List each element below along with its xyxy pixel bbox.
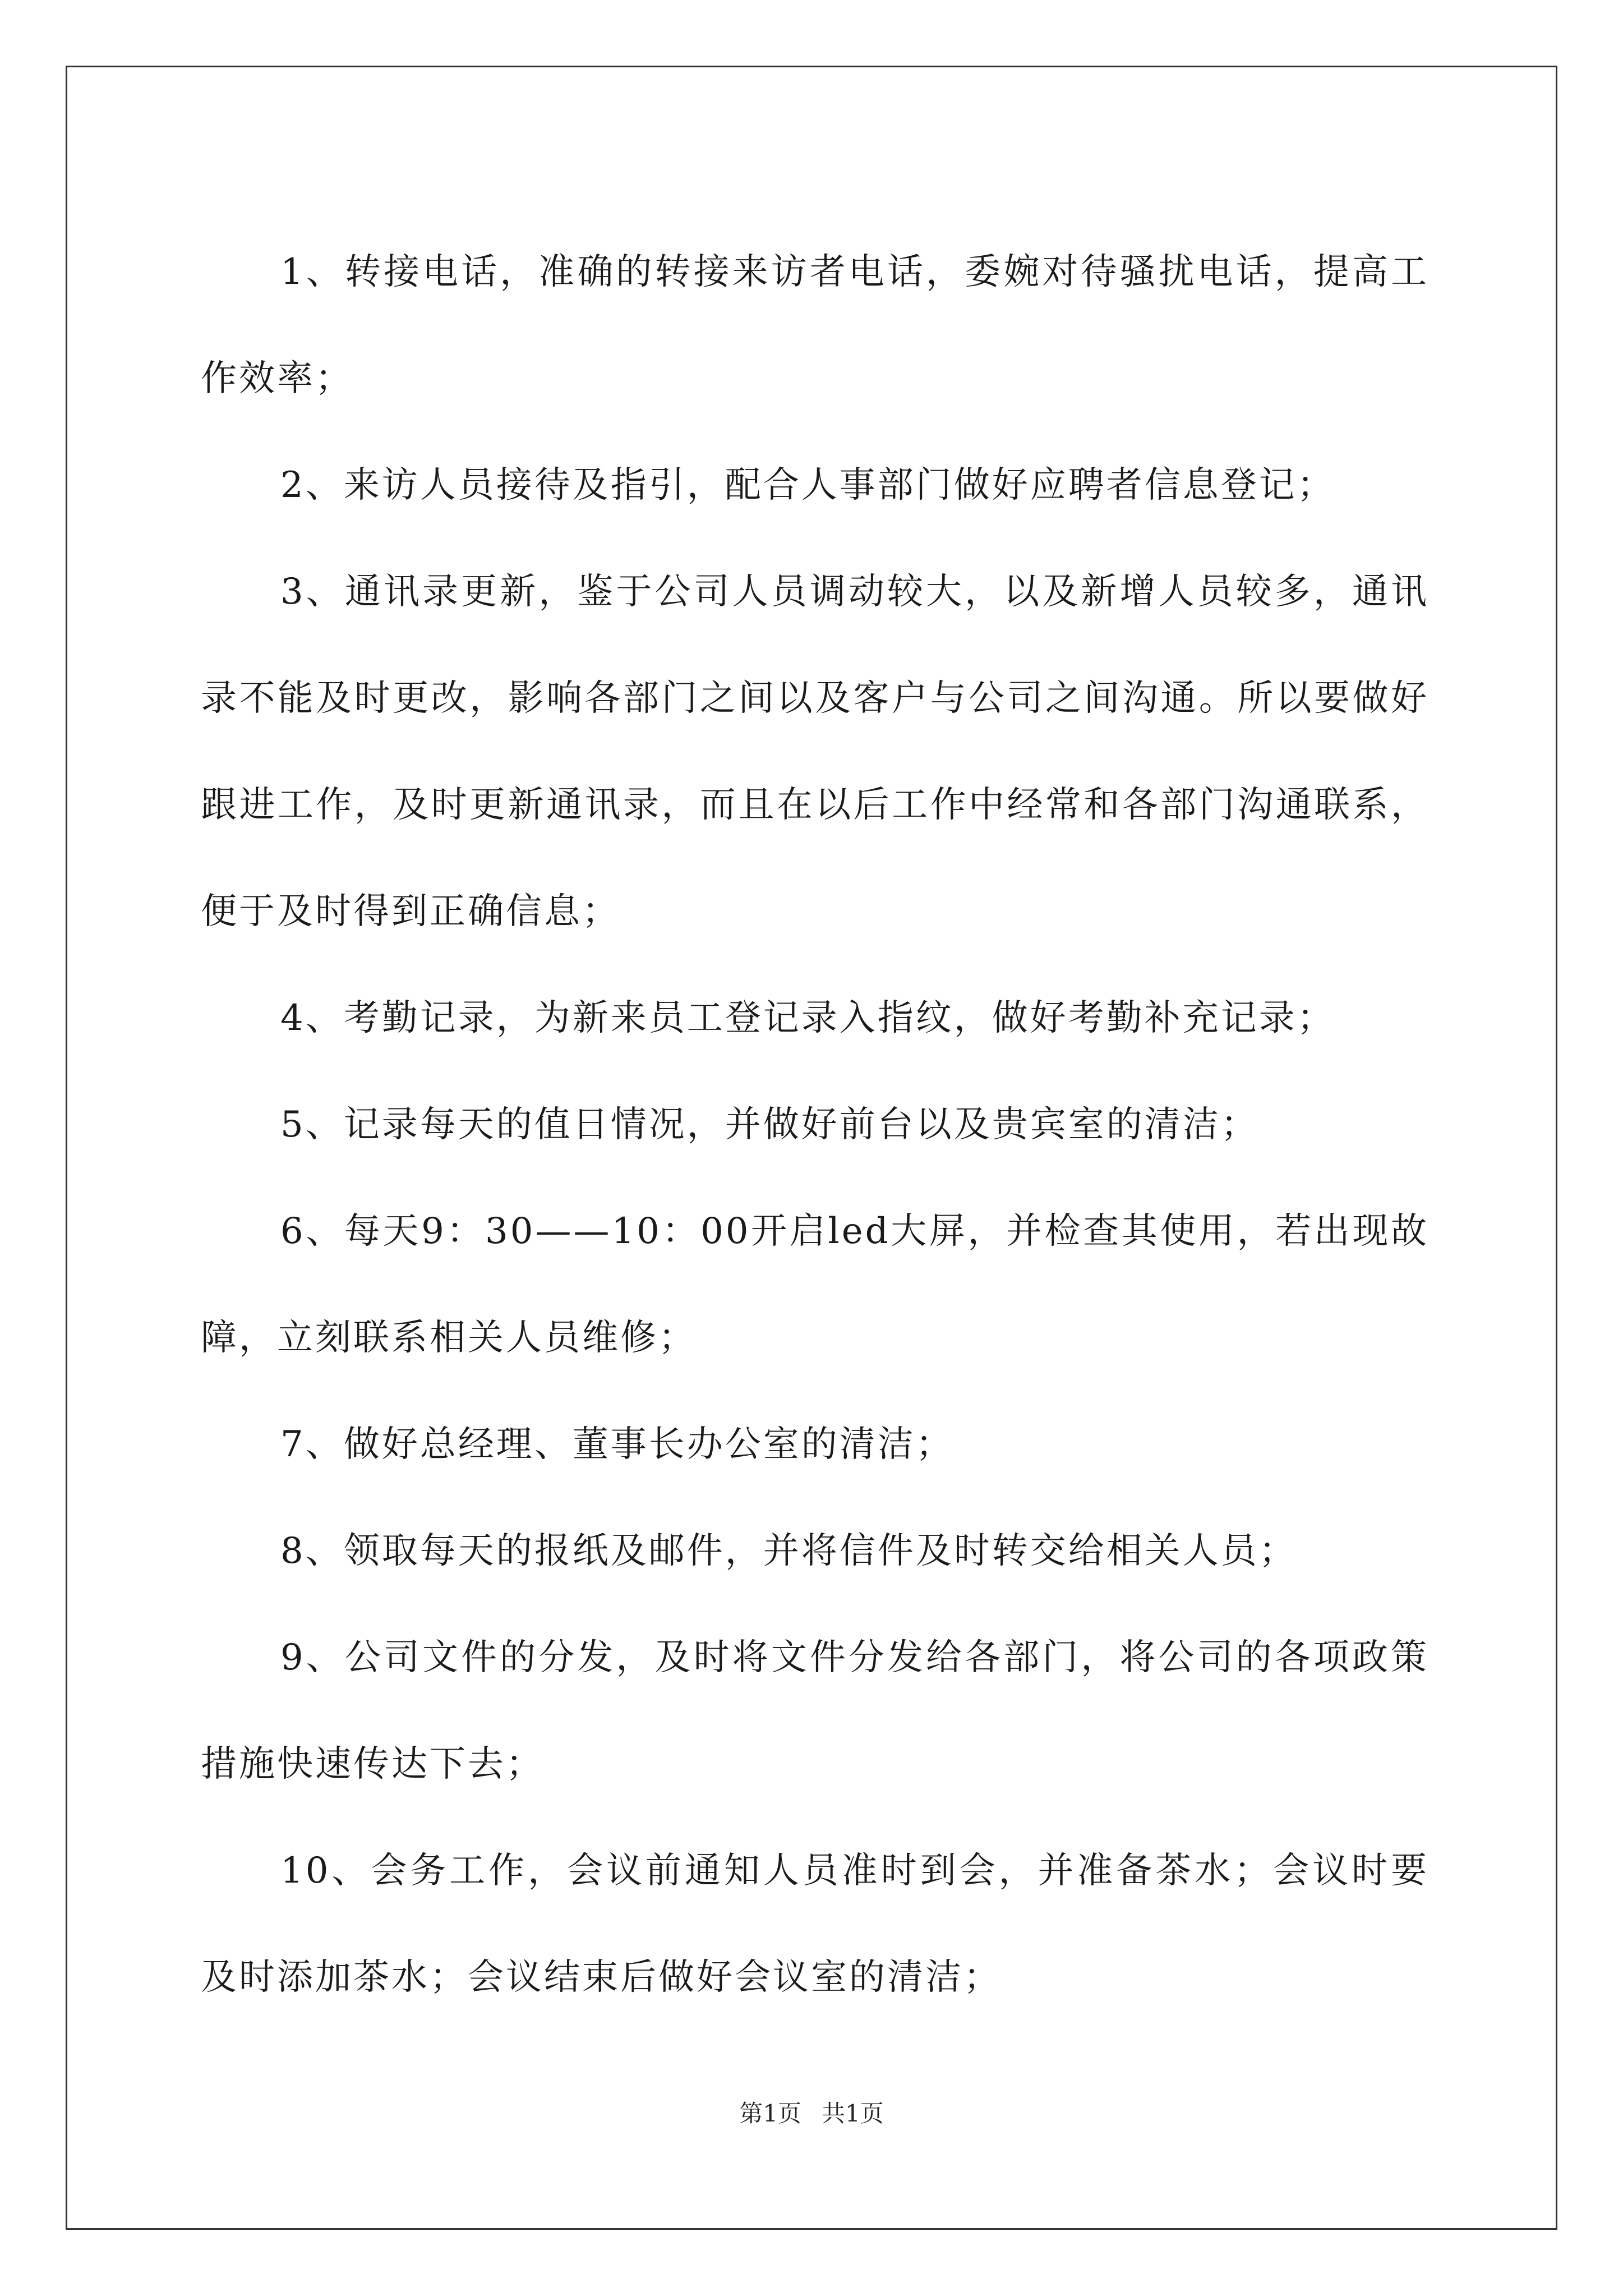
- page-number-current: 第1页: [739, 2100, 801, 2127]
- page-footer: [0, 2095, 1623, 2129]
- paragraph-3: 3、通讯录更新，鉴于公司人员调动较大，以及新增人员较多，通讯录不能及时更改，影响各部门之间以及客户与公司之间沟通。所以要做好跟进工作，及时更新通讯录，而且在以后工作中经常和各部门沟通联系，便于及时得到正确信息；: [201, 571, 1429, 932]
- paragraph-10: 10、会务工作，会议前通知人员准时到会，并准备茶水；会议时要及时添加茶水；会议结束后做好会议室的清洁；: [201, 1850, 1429, 1998]
- paragraph-9: 9、公司文件的分发，及时将文件分发给各部门，将公司的各项政策措施快速传达下去；: [201, 1637, 1429, 1785]
- paragraph-7: 7、做好总经理、董事长办公室的清洁；: [280, 1424, 954, 1465]
- paragraph-4: 4、考勤记录，为新来员工登记录入指纹，做好考勤补充记录；: [280, 997, 1335, 1039]
- paragraph-2: 2、来访人员接待及指引，配合人事部门做好应聘者信息登记；: [280, 464, 1335, 506]
- paragraph-5: 5、记录每天的值日情况，并做好前台以及贵宾室的清洁；: [280, 1104, 1259, 1145]
- paragraph-1: 1、转接电话，准确的转接来访者电话，委婉对待骚扰电话，提高工作效率；: [201, 251, 1429, 399]
- document-body: [201, 219, 1429, 2031]
- paragraph-6: 6、每天9：30——10：00开启led大屏，并检查其使用，若出现故障，立刻联系相关人员维修；: [201, 1211, 1429, 1359]
- paragraph-8: 8、领取每天的报纸及邮件，并将信件及时转交给相关人员；: [280, 1530, 1297, 1572]
- page-number-total: 共1页: [822, 2100, 884, 2127]
